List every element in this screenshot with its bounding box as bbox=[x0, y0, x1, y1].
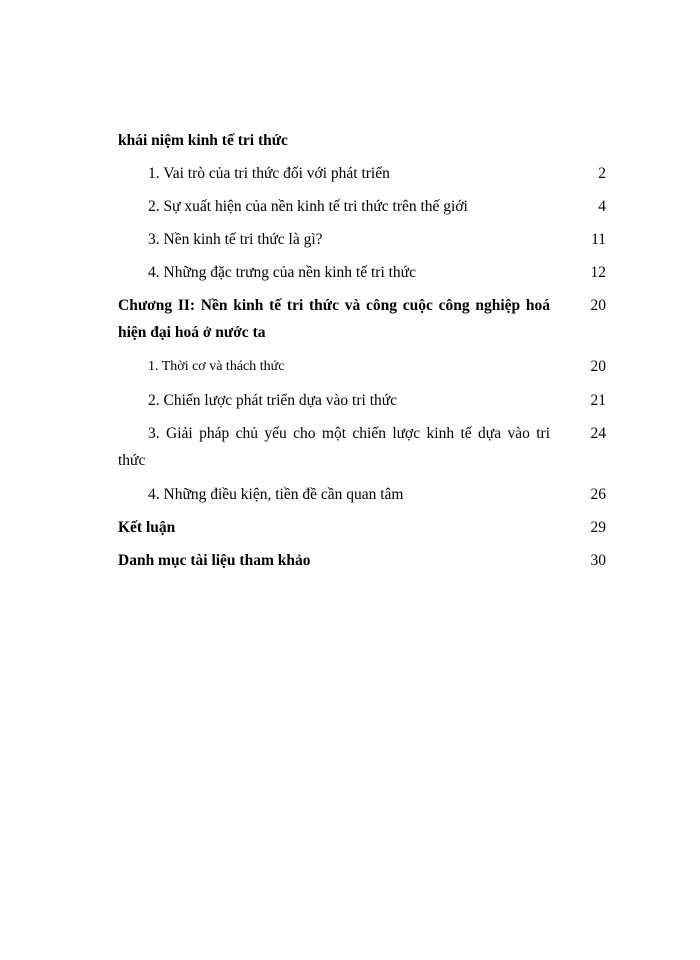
toc-item-2-2: 2. Chiến lược phát triển dựa vào tri thức bbox=[148, 392, 398, 409]
toc-page-1-2: 4 bbox=[598, 198, 606, 215]
toc-references: Danh mục tài liệu tham khảo bbox=[118, 552, 311, 569]
toc-item-1-3: 3. Nền kinh tế tri thức là gì? bbox=[148, 231, 323, 248]
toc-conclusion: Kết luận bbox=[118, 519, 176, 536]
toc-page-1-4: 12 bbox=[590, 264, 606, 281]
toc-page-chapter-2: 20 bbox=[590, 297, 606, 314]
toc-item-2-4: 4. Những điều kiện, tiền đề cần quan tâm bbox=[148, 486, 404, 503]
toc-item-1-4: 4. Những đặc trưng của nền kinh tế tri thức bbox=[148, 264, 416, 281]
toc-intro-tail: khái niệm kinh tế tri thức bbox=[118, 132, 288, 149]
toc-page-references: 30 bbox=[590, 552, 606, 569]
toc-page-1-1: 2 bbox=[598, 165, 606, 182]
toc-page-conclusion: 29 bbox=[590, 519, 606, 536]
toc-page-2-4: 26 bbox=[590, 486, 606, 503]
toc-page-2-3: 24 bbox=[590, 425, 606, 442]
toc-page-2-1: 20 bbox=[590, 358, 606, 375]
toc-chapter-2-title-line1: Chương II: Nền kinh tế tri thức và công cuộc công nghiệp hoá bbox=[118, 297, 550, 314]
toc-chapter-2-title-line2: hiện đại hoá ở nước ta bbox=[118, 324, 266, 341]
toc-item-2-3-line2: thức bbox=[118, 452, 146, 469]
toc-item-2-1: 1. Thời cơ và thách thức bbox=[148, 359, 285, 374]
toc-page-2-2: 21 bbox=[590, 392, 606, 409]
toc-item-2-3-line1: 3. Giải pháp chủ yếu cho một chiến lược kinh tế dựa vào tri bbox=[148, 425, 550, 442]
toc-page-1-3: 11 bbox=[591, 231, 606, 248]
toc-item-1-1: 1. Vai trò của tri thức đối với phát triển bbox=[148, 165, 390, 182]
toc-item-1-2: 2. Sự xuất hiện của nền kinh tế tri thức trên thế giới bbox=[148, 198, 468, 215]
